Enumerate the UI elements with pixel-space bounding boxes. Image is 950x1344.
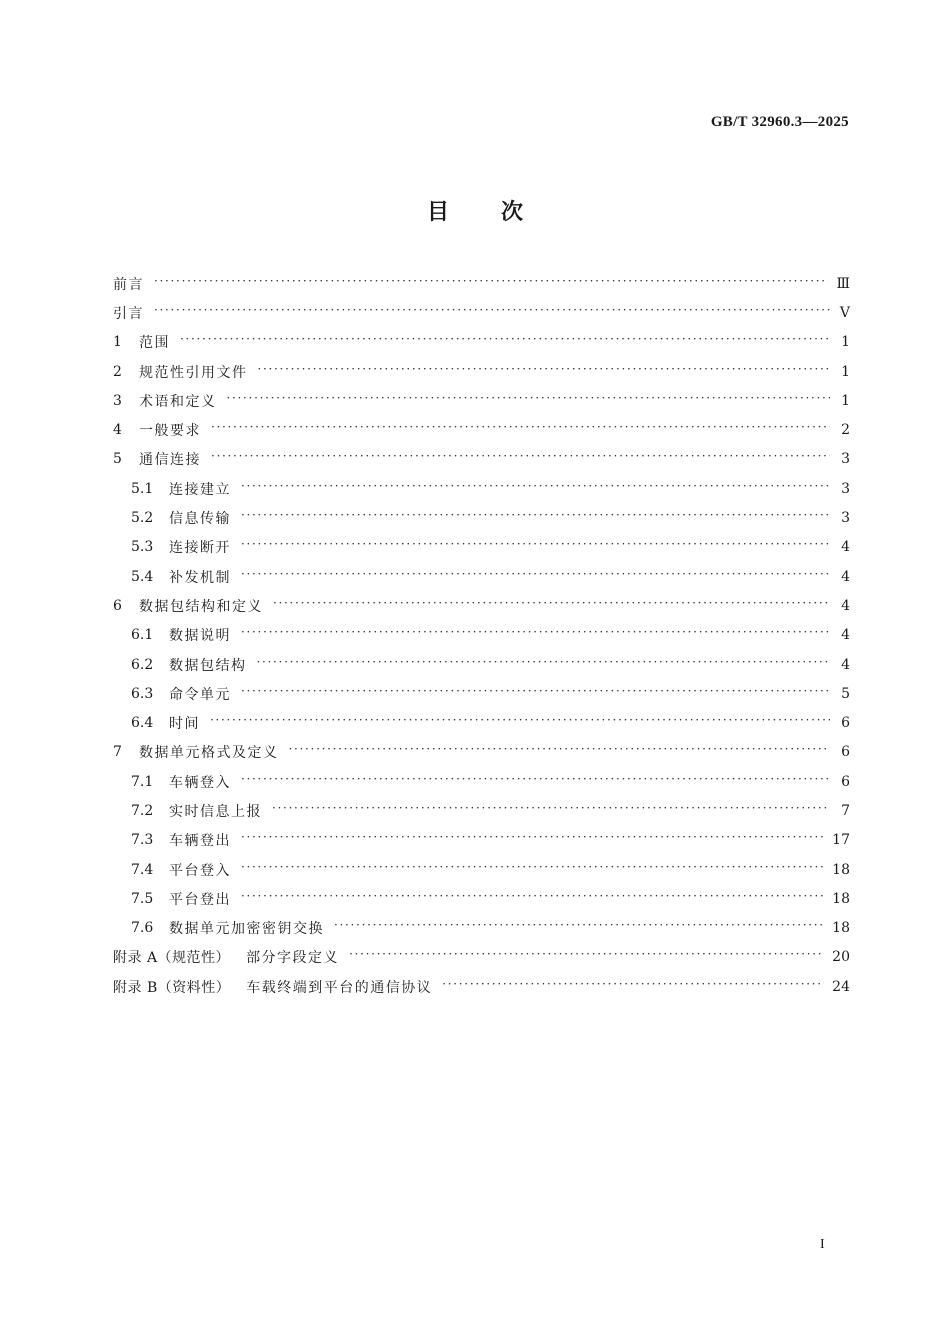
toc-entry-label bbox=[113, 947, 349, 967]
toc-entry-number: 5 bbox=[113, 451, 122, 468]
toc-entry-title: 范围 bbox=[139, 335, 170, 352]
toc-entry-number: 1 bbox=[113, 334, 122, 351]
toc-entry-page: 24 bbox=[832, 978, 850, 995]
toc-entry-label bbox=[113, 508, 241, 528]
toc-entry-page: 4 bbox=[841, 539, 850, 556]
toc-entry-number: 7.4 bbox=[131, 861, 154, 878]
toc-entry-page: 5 bbox=[841, 685, 850, 702]
toc-entry-label bbox=[113, 684, 241, 704]
toc-entry-number: 5.3 bbox=[131, 539, 154, 556]
dot-leader bbox=[241, 892, 824, 906]
toc-entry-title: 引言 bbox=[113, 305, 144, 322]
toc-entry-label bbox=[113, 479, 241, 499]
toc-entry-title: 规范性引用文件 bbox=[139, 364, 248, 381]
toc-entry-label bbox=[113, 977, 442, 997]
toc-entry[interactable] bbox=[113, 855, 850, 884]
toc-entry-title: 数据说明 bbox=[169, 628, 231, 645]
toc-entry-label bbox=[113, 567, 241, 587]
toc-entry-label bbox=[113, 391, 227, 411]
toc-entry-label bbox=[113, 596, 273, 616]
toc-entry-number: 2 bbox=[113, 363, 122, 380]
toc-entry[interactable] bbox=[113, 708, 850, 737]
toc-entry-page: 1 bbox=[841, 363, 850, 380]
toc-entry[interactable] bbox=[113, 914, 850, 943]
page-number: I bbox=[820, 1237, 825, 1252]
toc-entry-title: 车辆登出 bbox=[169, 833, 231, 850]
toc-entry-title: 平台登出 bbox=[169, 891, 231, 908]
dot-leader bbox=[258, 365, 831, 379]
toc-entry-title: 车载终端到平台的通信协议 bbox=[246, 979, 433, 996]
dot-leader bbox=[442, 980, 824, 994]
toc-entry[interactable] bbox=[113, 591, 850, 620]
toc-entry[interactable] bbox=[113, 943, 850, 972]
toc-entry-title: 数据单元格式及定义 bbox=[139, 745, 279, 762]
toc-entry-title: 车辆登入 bbox=[169, 774, 231, 791]
toc-entry-title: 数据包结构和定义 bbox=[139, 598, 263, 615]
toc-entry-title: 连接断开 bbox=[169, 540, 231, 557]
toc-entry-page: 4 bbox=[841, 597, 850, 614]
toc-entry-appendix-prefix: 附录 B（资料性） bbox=[113, 979, 231, 996]
dot-leader bbox=[241, 863, 824, 877]
toc-entry-page: 6 bbox=[841, 773, 850, 790]
toc-entry-title: 平台登入 bbox=[169, 862, 231, 879]
toc-entry-title: 数据包结构 bbox=[169, 657, 247, 674]
toc-entry-appendix-prefix: 附录 A（规范性） bbox=[113, 950, 231, 967]
toc-entry-page: 3 bbox=[841, 451, 850, 468]
toc-entry-page: 6 bbox=[841, 744, 850, 761]
toc-entry[interactable] bbox=[113, 474, 850, 503]
toc-entry-number: 6.1 bbox=[131, 627, 154, 644]
toc-entry-title: 补发机制 bbox=[169, 569, 231, 586]
toc-entry-number: 6.4 bbox=[131, 715, 154, 732]
dot-leader bbox=[154, 306, 830, 320]
dot-leader bbox=[154, 277, 828, 291]
toc-entry[interactable] bbox=[113, 562, 850, 591]
dot-leader bbox=[241, 482, 830, 496]
toc-entry-label bbox=[113, 830, 241, 850]
toc-entry-number: 6 bbox=[113, 597, 122, 614]
toc-entry[interactable] bbox=[113, 298, 850, 327]
dot-leader bbox=[241, 511, 830, 525]
page-title: 目次 bbox=[426, 200, 575, 225]
dot-leader bbox=[241, 628, 830, 642]
dot-leader bbox=[241, 775, 830, 789]
toc-entry-page: 3 bbox=[841, 510, 850, 527]
dot-leader bbox=[241, 687, 830, 701]
toc-entry-number: 7.6 bbox=[131, 920, 154, 937]
toc-entry-number: 5.2 bbox=[131, 510, 154, 527]
toc-entry[interactable] bbox=[113, 826, 850, 855]
toc-entry[interactable] bbox=[113, 738, 850, 767]
toc-entry-page: 4 bbox=[841, 627, 850, 644]
toc-entry-label bbox=[113, 420, 211, 440]
toc-entry-title: 一般要求 bbox=[139, 423, 201, 440]
toc-entry-number: 7.3 bbox=[131, 832, 154, 849]
toc-entry-page: Ⅴ bbox=[839, 304, 850, 321]
toc-entry-number: 5.4 bbox=[131, 568, 154, 585]
toc-entry-page: 2 bbox=[841, 422, 850, 439]
toc-entry-label bbox=[113, 537, 241, 557]
toc-entry-title: 时间 bbox=[169, 716, 200, 733]
toc-entry-number: 7.5 bbox=[131, 890, 154, 907]
toc-entry-label bbox=[113, 303, 154, 323]
toc-entry[interactable] bbox=[113, 386, 850, 415]
table-of-contents bbox=[113, 269, 850, 1001]
toc-entry-page: 1 bbox=[841, 334, 850, 351]
toc-entry-title: 通信连接 bbox=[139, 452, 201, 469]
toc-entry-label bbox=[113, 860, 241, 880]
toc-entry[interactable] bbox=[113, 328, 850, 357]
dot-leader bbox=[289, 745, 831, 759]
dot-leader bbox=[334, 921, 824, 935]
toc-entry[interactable] bbox=[113, 621, 850, 650]
dot-leader bbox=[227, 394, 831, 408]
toc-entry-page: 7 bbox=[841, 802, 850, 819]
toc-entry-title: 信息传输 bbox=[169, 511, 231, 528]
toc-entry-label bbox=[113, 449, 211, 469]
toc-entry-number: 6.2 bbox=[131, 656, 154, 673]
dot-leader bbox=[272, 804, 830, 818]
toc-entry-number: 7.2 bbox=[131, 802, 154, 819]
toc-entry-page: 4 bbox=[841, 656, 850, 673]
toc-entry-title: 术语和定义 bbox=[139, 393, 217, 410]
toc-entry-page: 4 bbox=[841, 568, 850, 585]
dot-leader bbox=[210, 716, 830, 730]
dot-leader bbox=[241, 540, 830, 554]
toc-entry-page: 18 bbox=[832, 861, 850, 878]
dot-leader bbox=[257, 658, 831, 672]
toc-entry[interactable] bbox=[113, 503, 850, 532]
toc-entry-title: 前言 bbox=[113, 276, 144, 293]
toc-entry[interactable] bbox=[113, 269, 850, 298]
toc-entry-label bbox=[113, 918, 334, 938]
toc-entry[interactable] bbox=[113, 679, 850, 708]
dot-leader bbox=[211, 452, 830, 466]
toc-entry-page: 6 bbox=[841, 715, 850, 732]
toc-entry[interactable] bbox=[113, 884, 850, 913]
toc-entry[interactable] bbox=[113, 650, 850, 679]
standard-code: GB/T 32960.3—2025 bbox=[710, 114, 849, 130]
dot-leader bbox=[241, 570, 830, 584]
toc-entry-title: 实时信息上报 bbox=[169, 803, 262, 820]
toc-entry-title: 部分字段定义 bbox=[246, 950, 340, 967]
toc-entry-label bbox=[113, 889, 241, 909]
toc-entry-label bbox=[113, 655, 257, 675]
dot-leader bbox=[180, 335, 830, 349]
toc-entry[interactable] bbox=[113, 415, 850, 444]
toc-entry[interactable] bbox=[113, 445, 850, 474]
dot-leader bbox=[349, 950, 824, 964]
toc-entry-label bbox=[113, 625, 241, 645]
toc-entry-title: 连接建立 bbox=[169, 481, 231, 498]
toc-entry-number: 7 bbox=[113, 744, 122, 761]
toc-entry[interactable] bbox=[113, 533, 850, 562]
toc-entry-number: 5.1 bbox=[131, 480, 154, 497]
toc-entry-page: 3 bbox=[841, 480, 850, 497]
toc-entry-page: 20 bbox=[832, 949, 850, 966]
dot-leader bbox=[273, 599, 830, 613]
toc-entry-page: 18 bbox=[832, 890, 850, 907]
toc-entry-label bbox=[113, 362, 258, 382]
toc-entry-label bbox=[113, 332, 180, 352]
toc-entry-number: 3 bbox=[113, 392, 122, 409]
toc-entry[interactable] bbox=[113, 972, 850, 1001]
toc-entry[interactable] bbox=[113, 767, 850, 796]
toc-entry-page: Ⅲ bbox=[836, 275, 850, 292]
dot-leader bbox=[241, 833, 824, 847]
dot-leader bbox=[211, 423, 830, 437]
toc-entry-number: 4 bbox=[113, 422, 122, 439]
toc-entry-label bbox=[113, 772, 241, 792]
toc-entry-page: 18 bbox=[832, 920, 850, 937]
toc-entry-label bbox=[113, 801, 272, 821]
toc-entry[interactable] bbox=[113, 796, 850, 825]
toc-entry-number: 7.1 bbox=[131, 773, 154, 790]
toc-entry-label bbox=[113, 274, 154, 294]
toc-entry[interactable] bbox=[113, 357, 850, 386]
toc-entry-page: 1 bbox=[841, 392, 850, 409]
toc-entry-page: 17 bbox=[832, 832, 850, 849]
toc-entry-number: 6.3 bbox=[131, 685, 154, 702]
toc-entry-title: 数据单元加密密钥交换 bbox=[169, 921, 324, 938]
toc-entry-title: 命令单元 bbox=[169, 686, 231, 703]
toc-entry-label bbox=[113, 742, 289, 762]
toc-entry-label bbox=[113, 713, 210, 733]
